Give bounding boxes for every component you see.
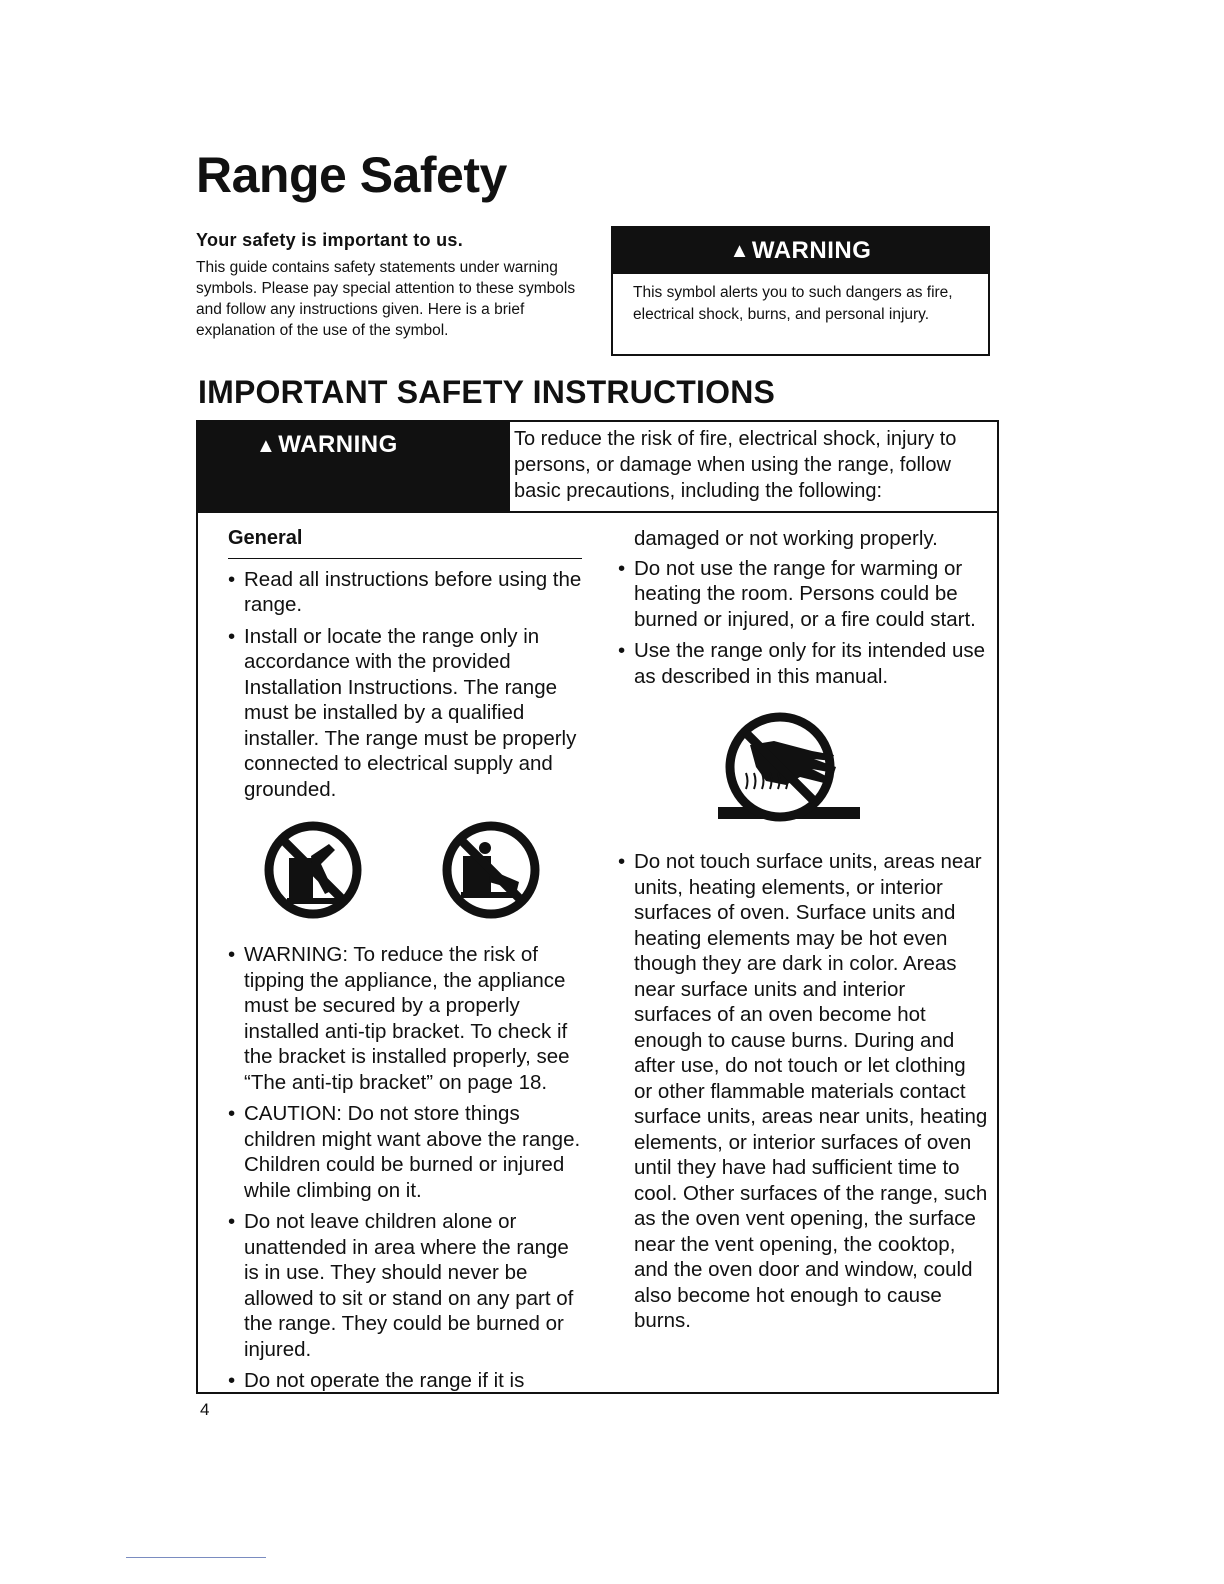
do-not-touch-hot-surface-icon [716,711,862,831]
left-column [228,526,588,1400]
page-number: 4 [200,1400,210,1419]
instructions-warning-bar [198,422,510,513]
intro-text: This guide contains safety statements under warning symbols. Please pay special attention to these symbols and follow any instructions given. Here is a brief explanation of the use of the symbol. [196,259,576,339]
section-title: IMPORTANT SAFETY INSTRUCTIONS [198,374,776,410]
list-item: • Do not leave children alone or unattended in area where the range is in use. They should never be allowed to sit or stand on any part of the range. They could be burned or injured. [228,1209,588,1362]
list-item: • Read all instructions before using the range. [228,567,588,618]
no-climbing-on-door-icon [263,820,363,920]
divider [510,511,997,513]
bullet-list [228,942,588,1394]
list-item: • Do not touch surface units, areas near units, heating elements, or interior surfaces of oven. Surface units and heating elements may be hot even though they are dark in color. Areas near surface units and interior surfaces of an oven become hot enough to cause burns. During and after use, do not touch or let clothing or other flammable materials contact surface units, areas near units, heating elements, or interior surfaces of oven until they have had sufficient time to cool. Other surfaces of the range, such as the oven vent opening, the surface near the vent opening, the cooktop, and the oven door and window, could also become hot enough to cause burns. [618,849,988,1334]
list-item: • Do not operate the range if it is [228,1368,588,1394]
touch-icon-container [716,711,862,831]
warning-symbol-text: This symbol alerts you to such dangers as fire, electrical shock, burns, and personal injury. [633,284,953,323]
intro-section [196,230,596,341]
list-item: • WARNING: To reduce the risk of tipping the appliance, the appliance must be secured by a properly installed anti-tip bracket. To check if the bracket is installed properly, see “The anti-tip bracket” on page 18. [228,942,588,1095]
page-title: Range Safety [196,147,507,203]
instructions-intro: To reduce the risk of fire, electrical shock, injury to persons, or damage when using the range, follow basic precautions, including the following: [514,428,957,502]
bullet-list [618,556,988,690]
no-standing-on-door-icon [441,820,541,920]
right-column [618,526,988,1340]
list-item: • Install or locate the range only in accordance with the provided Installation Instructions. The range must be installed by a qualified installer. The range must be properly connected to electrical supply and grounded. [228,624,588,803]
instructions-warning-label: WARNING [278,431,398,458]
safety-instructions-frame [196,420,999,1394]
list-item: • Use the range only for its intended use as described in this manual. [618,638,988,689]
bullet-list [228,567,588,803]
anti-tip-icons [263,820,588,920]
warning-triangle-icon: ▲ [729,239,750,262]
continued-text: damaged or not working properly. [634,527,938,550]
warning-triangle-icon: ▲ [256,435,277,457]
list-item: • Do not use the range for warming or heating the room. Persons could be burned or injured, or a fire could start. [618,556,988,633]
warning-symbol-box [611,226,990,356]
general-heading: General [228,526,582,559]
bullet-list [618,849,988,1334]
warning-label: WARNING [751,237,872,264]
list-item: • CAUTION: Do not store things children might want above the range. Children could be burned or injured while climbing on it. [228,1101,588,1203]
intro-heading: Your safety is important to us. [196,230,464,250]
footer-rule [126,1557,266,1558]
warning-bar [613,228,988,274]
